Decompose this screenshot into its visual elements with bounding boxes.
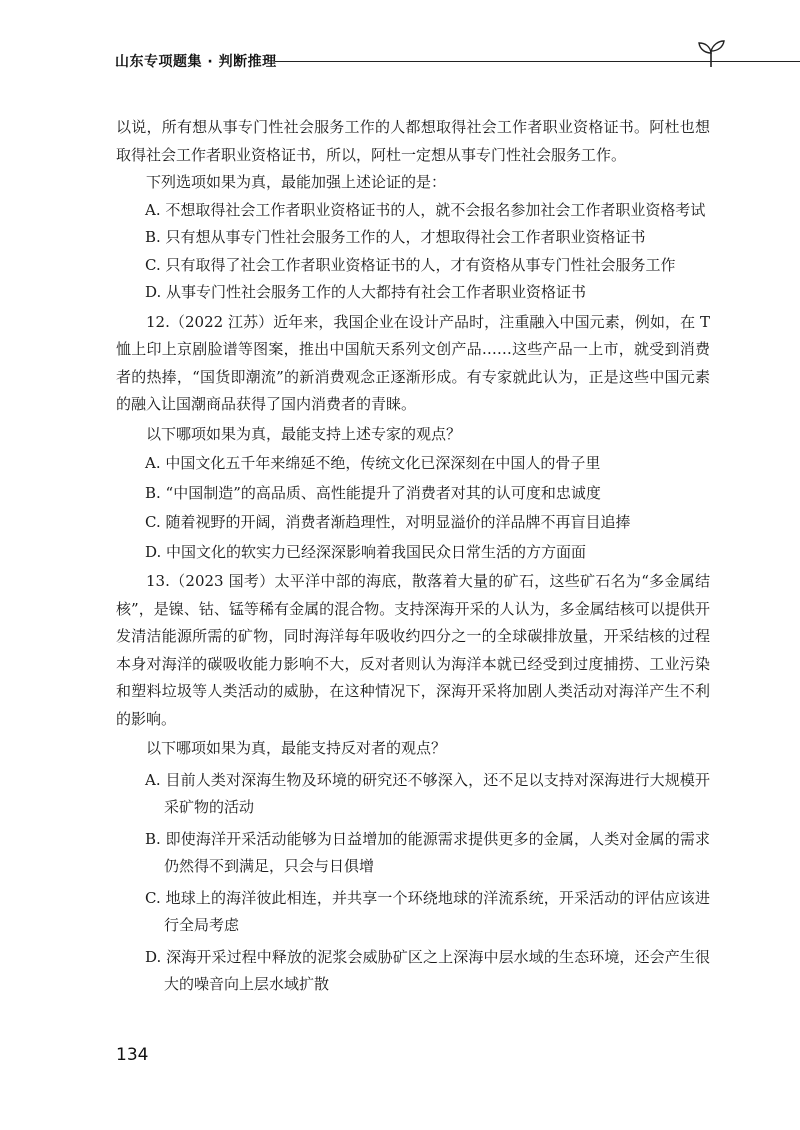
q13-stem: 13.（2023 国考）太平洋中部的海底，散落着大量的矿石，这些矿石名为“多金属结核”，是镍、钴、锰等稀有金属的混合物。支持深海开采的人认为，多金属结核可以提供开发清洁能源所需的矿物，同时海洋每年吸收约四分之一的全球碳排放量，开采结核的过程本身对海洋的碳吸收能力影响不大，反对者则认为海洋本就已经受到过度捕捞、工业污染和塑料垃圾等人类活动的威胁，在这种情况下，深海开采将加剧人类活动对海洋产生不利的影响。 xyxy=(116,572,710,728)
q12-option-b: B. “中国制造”的高品质、高性能提升了消费者对其的认可度和忠诚度 xyxy=(145,483,601,502)
q13-prompt: 以下哪项如果为真，最能支持反对者的观点？ xyxy=(146,739,447,757)
page-body xyxy=(116,114,710,999)
q12-option-c: C. 随着视野的开阔，消费者渐趋理性，对明显溢价的洋品牌不再盲目追捧 xyxy=(145,513,631,531)
q11-option-b: B. 只有想从事专门性社会服务工作的人，才想取得社会工作者职业资格证书 xyxy=(145,228,646,246)
q12-prompt: 以下哪项如果为真，最能支持上述专家的观点？ xyxy=(146,424,462,443)
sprout-icon xyxy=(697,38,725,68)
q11-option-c: C. 只有取得了社会工作者职业资格证书的人，才有资格从事专门性社会服务工作 xyxy=(145,255,676,274)
q11-option-a: A. 不想取得社会工作者职业资格证书的人，就不会报名参加社会工作者职业资格考试 xyxy=(145,200,706,219)
q12-stem: 12.（2022 江苏）近年来，我国企业在设计产品时，注重融入中国元素，例如，在 T 恤上印上京剧脸谱等图案，推出中国航天系列文创产品……这些产品一上市，就受到消费者的热捧，“国货即潮流”的新消费观念正逐渐形成。有专家就此认为，正是这些中国元素的融入让国潮商品获得了国内消费者的青睐。 xyxy=(116,312,710,413)
q13-option-a: A. 目前人类对深海生物及环境的研究还不够深入，还不足以支持对深海进行大规模开采矿物的活动 xyxy=(145,770,710,816)
header-title: 山东专项题集 · 判断推理 xyxy=(115,54,277,70)
page-number: 134 xyxy=(116,1045,149,1065)
q11-prompt: 下列选项如果为真，最能加强上述论证的是： xyxy=(146,173,447,191)
q13-option-d: D. 深海开采过程中释放的泥浆会威胁矿区之上深海中层水域的生态环境，还会产生很大的噪音向上层水域扩散 xyxy=(145,947,710,993)
q13-option-c: C. 地球上的海洋彼此相连，并共享一个环绕地球的洋流系统，开采活动的评估应该进行全局考虑 xyxy=(145,888,710,934)
q11-continuation: 以说，所有想从事专门性社会服务工作的人都想取得社会工作者职业资格证书。阿杜也想取得社会工作者职业资格证书，所以，阿杜一定想从事专门性社会服务工作。 xyxy=(116,118,710,164)
q12-option-d: D. 中国文化的软实力已经深深影响着我国民众日常生活的方方面面 xyxy=(145,542,587,561)
q12-option-a: A. 中国文化五千年来绵延不绝，传统文化已深深刻在中国人的骨子里 xyxy=(145,454,601,472)
running-header xyxy=(115,38,725,78)
q11-option-d: D. 从事专门性社会服务工作的人大都持有社会工作者职业资格证书 xyxy=(145,283,587,301)
q13-option-b: B. 即使海洋开采活动能够为日益增加的能源需求提供更多的金属，人类对金属的需求仍然得不到满足，只会与日俱增 xyxy=(145,829,710,875)
